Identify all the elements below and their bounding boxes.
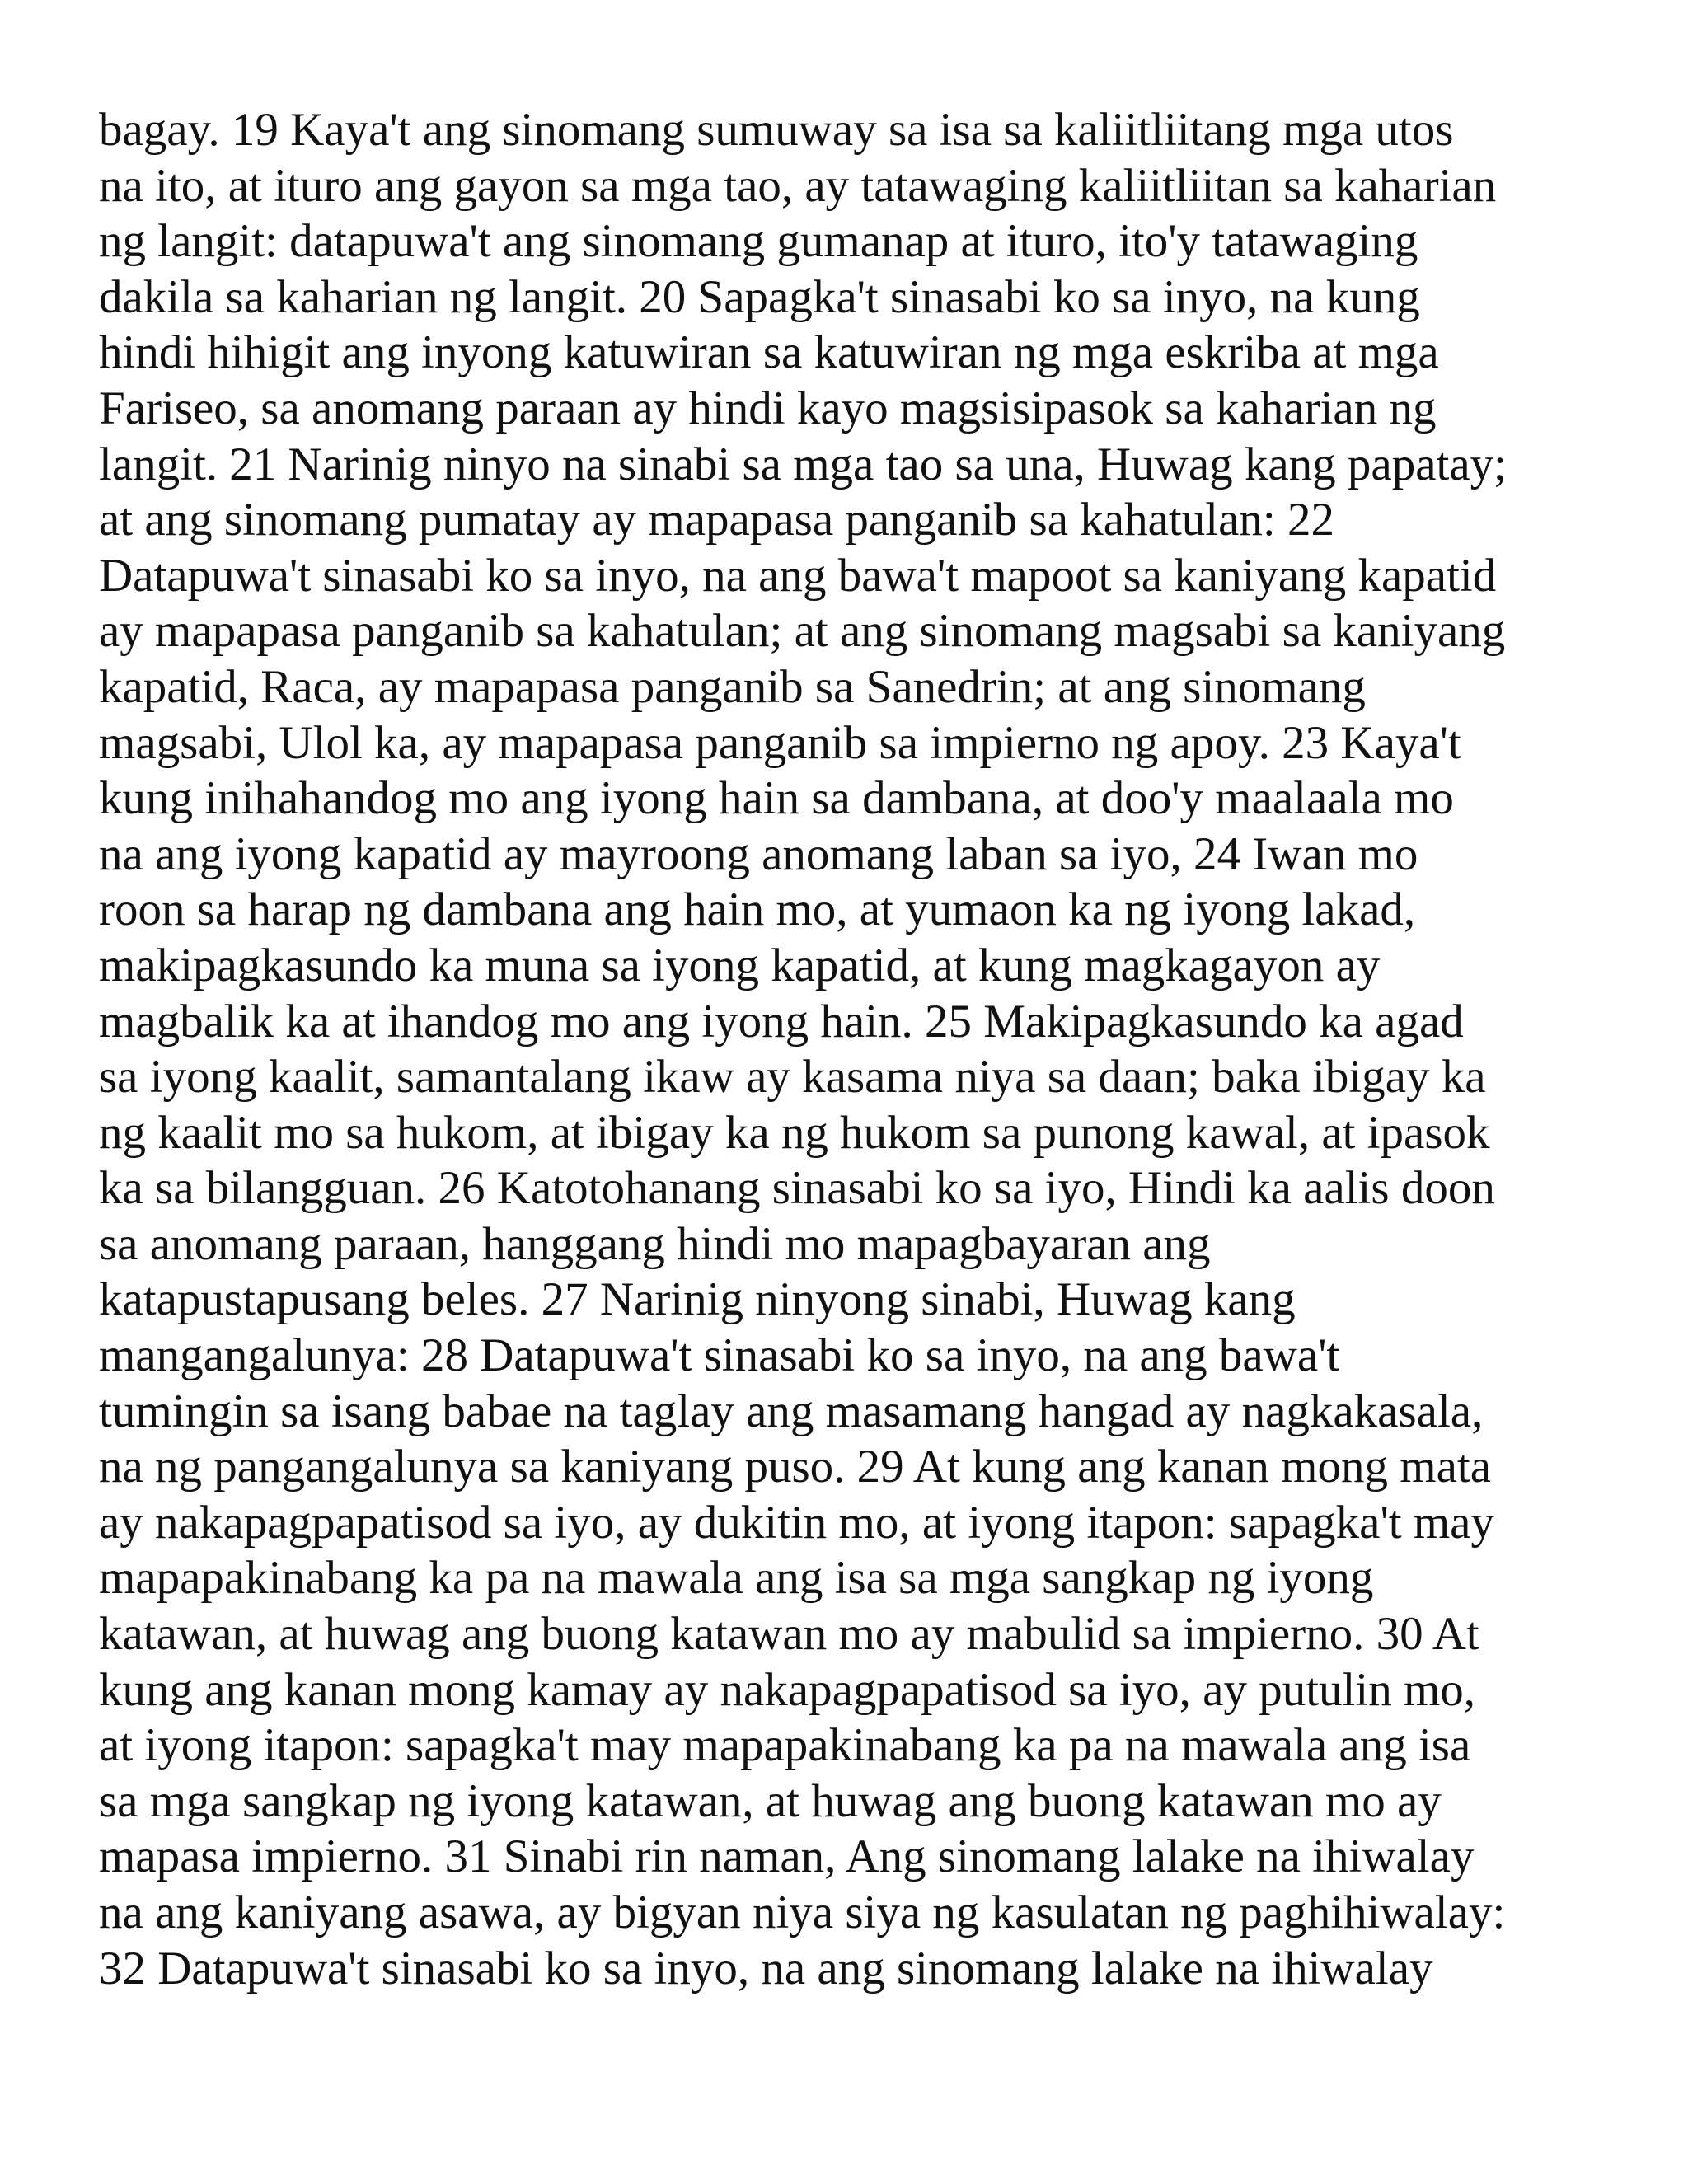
text-line: katapustapusang beles. 27 Narinig ninyong sinabi, Huwag kang <box>99 1273 1296 1326</box>
text-line: langit. 21 Narinig ninyo na sinabi sa mga tao sa una, Huwag kang papatay; <box>99 438 1507 490</box>
text-line: na ang iyong kapatid ay mayroong anomang laban sa iyo, 24 Iwan mo <box>99 827 1418 880</box>
text-line: makipagkasundo ka muna sa iyong kapatid, at kung magkagayon ay <box>99 939 1381 991</box>
text-line: sa anomang paraan, hanggang hindi mo mapagbayaran ang <box>99 1217 1211 1270</box>
text-line: ka sa bilangguan. 26 Katotohanang sinasabi ko sa iyo, Hindi ka aalis doon <box>99 1162 1495 1215</box>
text-line: kung ang kanan mong kamay ay nakapagpapatisod sa iyo, ay putulin mo, <box>99 1663 1476 1716</box>
text-line: mapasa impierno. 31 Sinabi rin naman, Ang sinomang lalake na ihiwalay <box>99 1830 1475 1883</box>
text-line: magsabi, Ulol ka, ay mapapasa panganib sa impierno ng apoy. 23 Kaya't <box>99 716 1461 769</box>
text-line: 32 Datapuwa't sinasabi ko sa inyo, na ang sinomang lalake na ihiwalay <box>99 1942 1433 1994</box>
body-text <box>99 102 1607 1996</box>
text-line: na ang kaniyang asawa, ay bigyan niya siya ng kasulatan ng paghihiwalay: <box>99 1886 1506 1938</box>
text-line: tumingin sa isang babae na taglay ang masamang hangad ay nagkakasala, <box>99 1385 1484 1437</box>
text-line: mapapakinabang ka pa na mawala ang isa sa mga sangkap ng iyong <box>99 1552 1374 1605</box>
text-line: at iyong itapon: sapagka't may mapapakinabang ka pa na mawala ang isa <box>99 1719 1471 1772</box>
text-line: na ito, at ituro ang gayon sa mga tao, ay tatawaging kaliitliitan sa kaharian <box>99 159 1497 212</box>
text-line: magbalik ka at ihandog mo ang iyong hain. 25 Makipagkasundo ka agad <box>99 995 1464 1047</box>
text-line: ay nakapagpapatisod sa iyo, ay dukitin mo, at iyong itapon: sapagka't may <box>99 1496 1494 1549</box>
text-line: kung inihahandog mo ang iyong hain sa dambana, at doo'y maalaala mo <box>99 772 1454 825</box>
text-line: bagay. 19 Kaya't ang sinomang sumuway sa isa sa kaliitliitang mga utos <box>99 104 1454 156</box>
text-line: sa iyong kaalit, samantalang ikaw ay kasama niya sa daan; baka ibigay ka <box>99 1051 1486 1104</box>
text-line: ng kaalit mo sa hukom, at ibigay ka ng hukom sa punong kawal, at ipasok <box>99 1106 1490 1159</box>
text-line: at ang sinomang pumatay ay mapapasa panganib sa kahatulan: 22 <box>99 494 1334 546</box>
text-line: ng langit: datapuwa't ang sinomang gumanap at ituro, ito'y tatawaging <box>99 215 1418 268</box>
text-line: kapatid, Raca, ay mapapasa panganib sa Sanedrin; at ang sinomang <box>99 660 1366 713</box>
text-line: sa mga sangkap ng iyong katawan, at huwag ang buong katawan mo ay <box>99 1774 1442 1827</box>
text-line: Datapuwa't sinasabi ko sa inyo, na ang bawa't mapoot sa kaniyang kapatid <box>99 549 1497 602</box>
text-line: ay mapapasa panganib sa kahatulan; at ang sinomang magsabi sa kaniyang <box>99 605 1506 658</box>
text-line: na ng pangangalunya sa kaniyang puso. 29 At kung ang kanan mong mata <box>99 1441 1492 1493</box>
text-line: roon sa harap ng dambana ang hain mo, at yumaon ka ng iyong lakad, <box>99 883 1416 936</box>
text-line: dakila sa kaharian ng langit. 20 Sapagka't sinasabi ko sa inyo, na kung <box>99 270 1420 323</box>
text-line: Fariseo, sa anomang paraan ay hindi kayo magsisipasok sa kaharian ng <box>99 382 1437 434</box>
text-line: mangangalunya: 28 Datapuwa't sinasabi ko sa inyo, na ang bawa't <box>99 1329 1340 1382</box>
text-line: katawan, at huwag ang buong katawan mo ay mabulid sa impierno. 30 At <box>99 1608 1479 1661</box>
text-line: hindi hihigit ang inyong katuwiran sa katuwiran ng mga eskriba at mga <box>99 326 1439 379</box>
